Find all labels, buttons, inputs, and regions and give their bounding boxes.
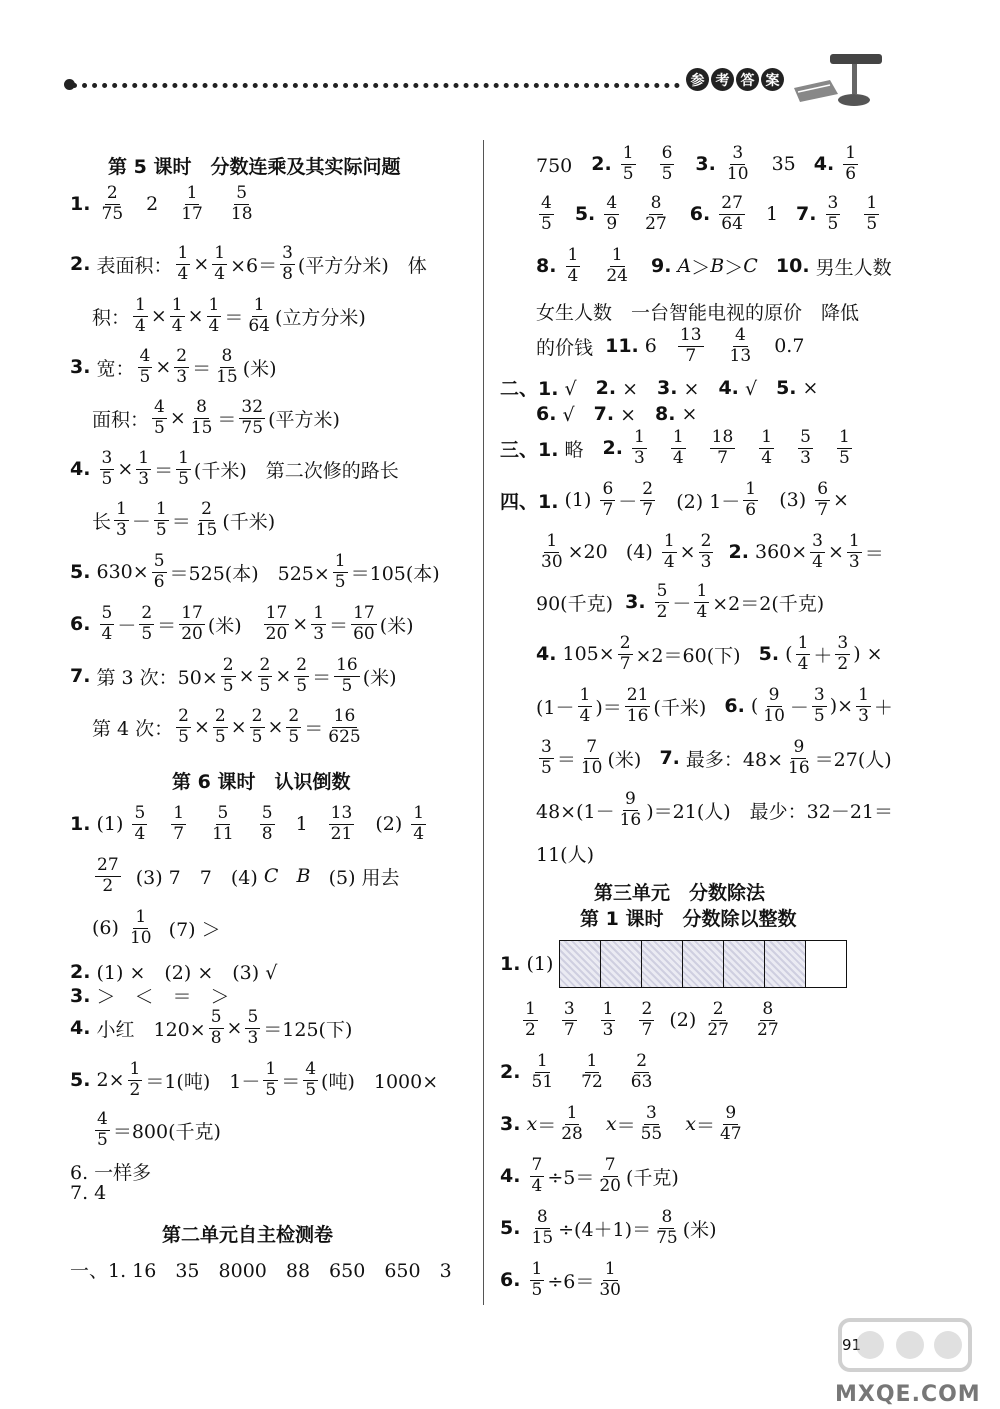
answer-line: 1. (1) 5 4 1 7 5 11 5 8 1 13 21 (2) 1 4 xyxy=(70,803,425,844)
answer-line: 2. 1 51 1 72 2 63 xyxy=(500,1051,653,1092)
section-title-6: 第 6 课时 认识倒数 xyxy=(172,771,351,793)
watermark-text: MXQE.COM xyxy=(835,1382,981,1407)
answer-line: 7. 第 3 次：50× 2 5 × 2 5 × 2 5 ＝ 16 5 (米) xyxy=(70,655,397,696)
answer-line: 6. 5 4 － 2 5 ＝ 17 20 (米) 17 20 × 1 3 ＝ 17 60 (米) xyxy=(70,603,414,644)
answer-line: 长 1 3 － 1 5 ＝ 2 15 (千米) xyxy=(92,499,276,540)
column-divider xyxy=(483,140,484,1305)
answer-line: 3. ＞ ＜ ＝ ＞ xyxy=(70,984,230,1008)
desk-lamp-book-icon xyxy=(790,48,890,112)
answer-line: 6. 一样多 xyxy=(70,1162,152,1184)
answer-line: 11(人) xyxy=(536,844,595,866)
shaded-fraction-grid xyxy=(559,940,847,988)
answer-line: 7. 4 xyxy=(70,1182,107,1204)
answer-line: 2. (1) × (2) × (3) √ xyxy=(70,960,278,984)
answer-line: 90(千克) 3. 5 2 － 1 4 ×2＝2(千克) xyxy=(536,581,825,622)
answer-line: 4. 小红 120× 5 8 × 5 3 ＝125(下) xyxy=(70,1007,353,1048)
answer-line: 4. 105× 2 7 ×2＝60(下) 5. ( 1 4 ＋ 3 2 ) × xyxy=(536,633,883,674)
section-title-unit2-test: 第二单元自主检测卷 xyxy=(162,1224,334,1246)
answer-line: 4. 7 4 ÷5＝ 7 20 (千克) xyxy=(500,1155,679,1196)
answer-line: 27 2 (3) 7 7 (4) C B (5) 用去 xyxy=(97,855,400,896)
answer-line: 5. 2× 1 2 ＝1(吨) 1－ 1 5 ＝ 4 5 (吨) 1000× xyxy=(70,1059,439,1100)
badge-da: 答 xyxy=(736,68,759,91)
answer-line: 第 4 次： 2 5 × 2 5 × 2 5 × 2 5 ＝ 16 625 xyxy=(92,706,361,747)
answer-line: 女生人数 一台智能电视的原价 降低 xyxy=(536,302,860,324)
answer-line: 积： 1 4 × 1 4 × 1 4 ＝ 1 64 (立方分米) xyxy=(92,295,366,336)
answer-line: (6) 1 10 (7) ＞ xyxy=(92,907,221,948)
answer-line: 四、1. (1) 6 7 － 2 7 (2) 1－ 1 6 (3) 6 7 × xyxy=(500,479,849,520)
answer-line: 的价钱 11. 6 13 7 4 13 0.7 xyxy=(536,325,805,366)
answer-line: 3. x ＝ 1 28 x ＝ 3 55 x ＝ 9 47 xyxy=(500,1103,742,1144)
unit3-title: 第三单元 分数除法 xyxy=(594,882,766,904)
answer-line: 1 30 ×20 (4) 1 4 × 2 3 2. 360× 3 4 × 1 3 ＝ xyxy=(541,531,884,572)
answer-line: 4 5 5. 4 9 8 27 6. 27 64 1 7. 3 5 1 5 xyxy=(541,193,878,234)
badge-kao: 考 xyxy=(711,68,734,91)
header-dotted-rule xyxy=(72,83,680,88)
answer-line: 三、1. 略 2. 1 3 1 4 18 7 1 4 5 3 1 5 xyxy=(500,427,850,468)
answer-line: 3. 宽： 4 5 × 2 3 ＝ 8 15 (米) xyxy=(70,346,277,387)
badge-can: 参 xyxy=(686,68,709,91)
answer-line: 二、1. √ 2. × 3. × 4. √ 5. × xyxy=(500,376,819,400)
answer-line: 面积： 4 5 × 8 15 ＝ 32 75 (平方米) xyxy=(92,397,340,438)
answer-line: 6. 1 5 ÷6＝ 1 30 xyxy=(500,1259,621,1300)
answer-line: 5. 8 15 ÷(4＋1)＝ 8 75 (米) xyxy=(500,1207,717,1248)
page-number: 91 xyxy=(842,1336,862,1354)
answer-line: 750 2. 1 5 6 5 3. 3 10 35 4. 1 6 xyxy=(536,143,857,184)
answer-line: 4 5 ＝800(千克) xyxy=(97,1109,221,1150)
header-badges xyxy=(686,68,784,91)
answer-line: 6. √ 7. × 8. × xyxy=(536,402,698,426)
answer-line: 48×(1－ 9 16 )＝21(人) 最少：32－21＝ xyxy=(536,789,894,830)
answer-line: 3 5 ＝ 7 10 (米) 7. 最多：48× 9 16 ＝27(人) xyxy=(541,737,892,778)
lesson1-title: 第 1 课时 分数除以整数 xyxy=(580,908,797,930)
answer-line: 1. 2 75 2 1 17 5 18 xyxy=(70,183,253,224)
answer-line: 1. (1) xyxy=(500,940,847,988)
badge-an: 案 xyxy=(761,68,784,91)
answer-line: 4. 3 5 × 1 3 ＝ 1 5 (千米) 第二次修的路长 xyxy=(70,448,399,489)
section-title-5: 第 5 课时 分数连乘及其实际问题 xyxy=(108,156,401,178)
answer-line: 1 2 3 7 1 3 2 7 (2) 2 27 8 27 xyxy=(525,999,779,1040)
answer-line: 一、1. 16 35 8000 88 650 650 3 xyxy=(70,1260,452,1282)
answer-line: (1－ 1 4 )＝ 21 16 (千米) 6. ( 9 10 － 3 5 )× 1 3 ＋ xyxy=(536,685,893,726)
answer-line: 8. 1 4 1 24 9. A ＞ B ＞ C 10. 男生人数 xyxy=(536,245,892,286)
answer-line: 5. 630× 5 6 ＝525(本) 525× 1 5 ＝105(本) xyxy=(70,551,440,592)
answer-line: 2. 表面积： 1 4 × 1 4 ×6＝ 3 8 (平方分米) 体 xyxy=(70,243,427,284)
